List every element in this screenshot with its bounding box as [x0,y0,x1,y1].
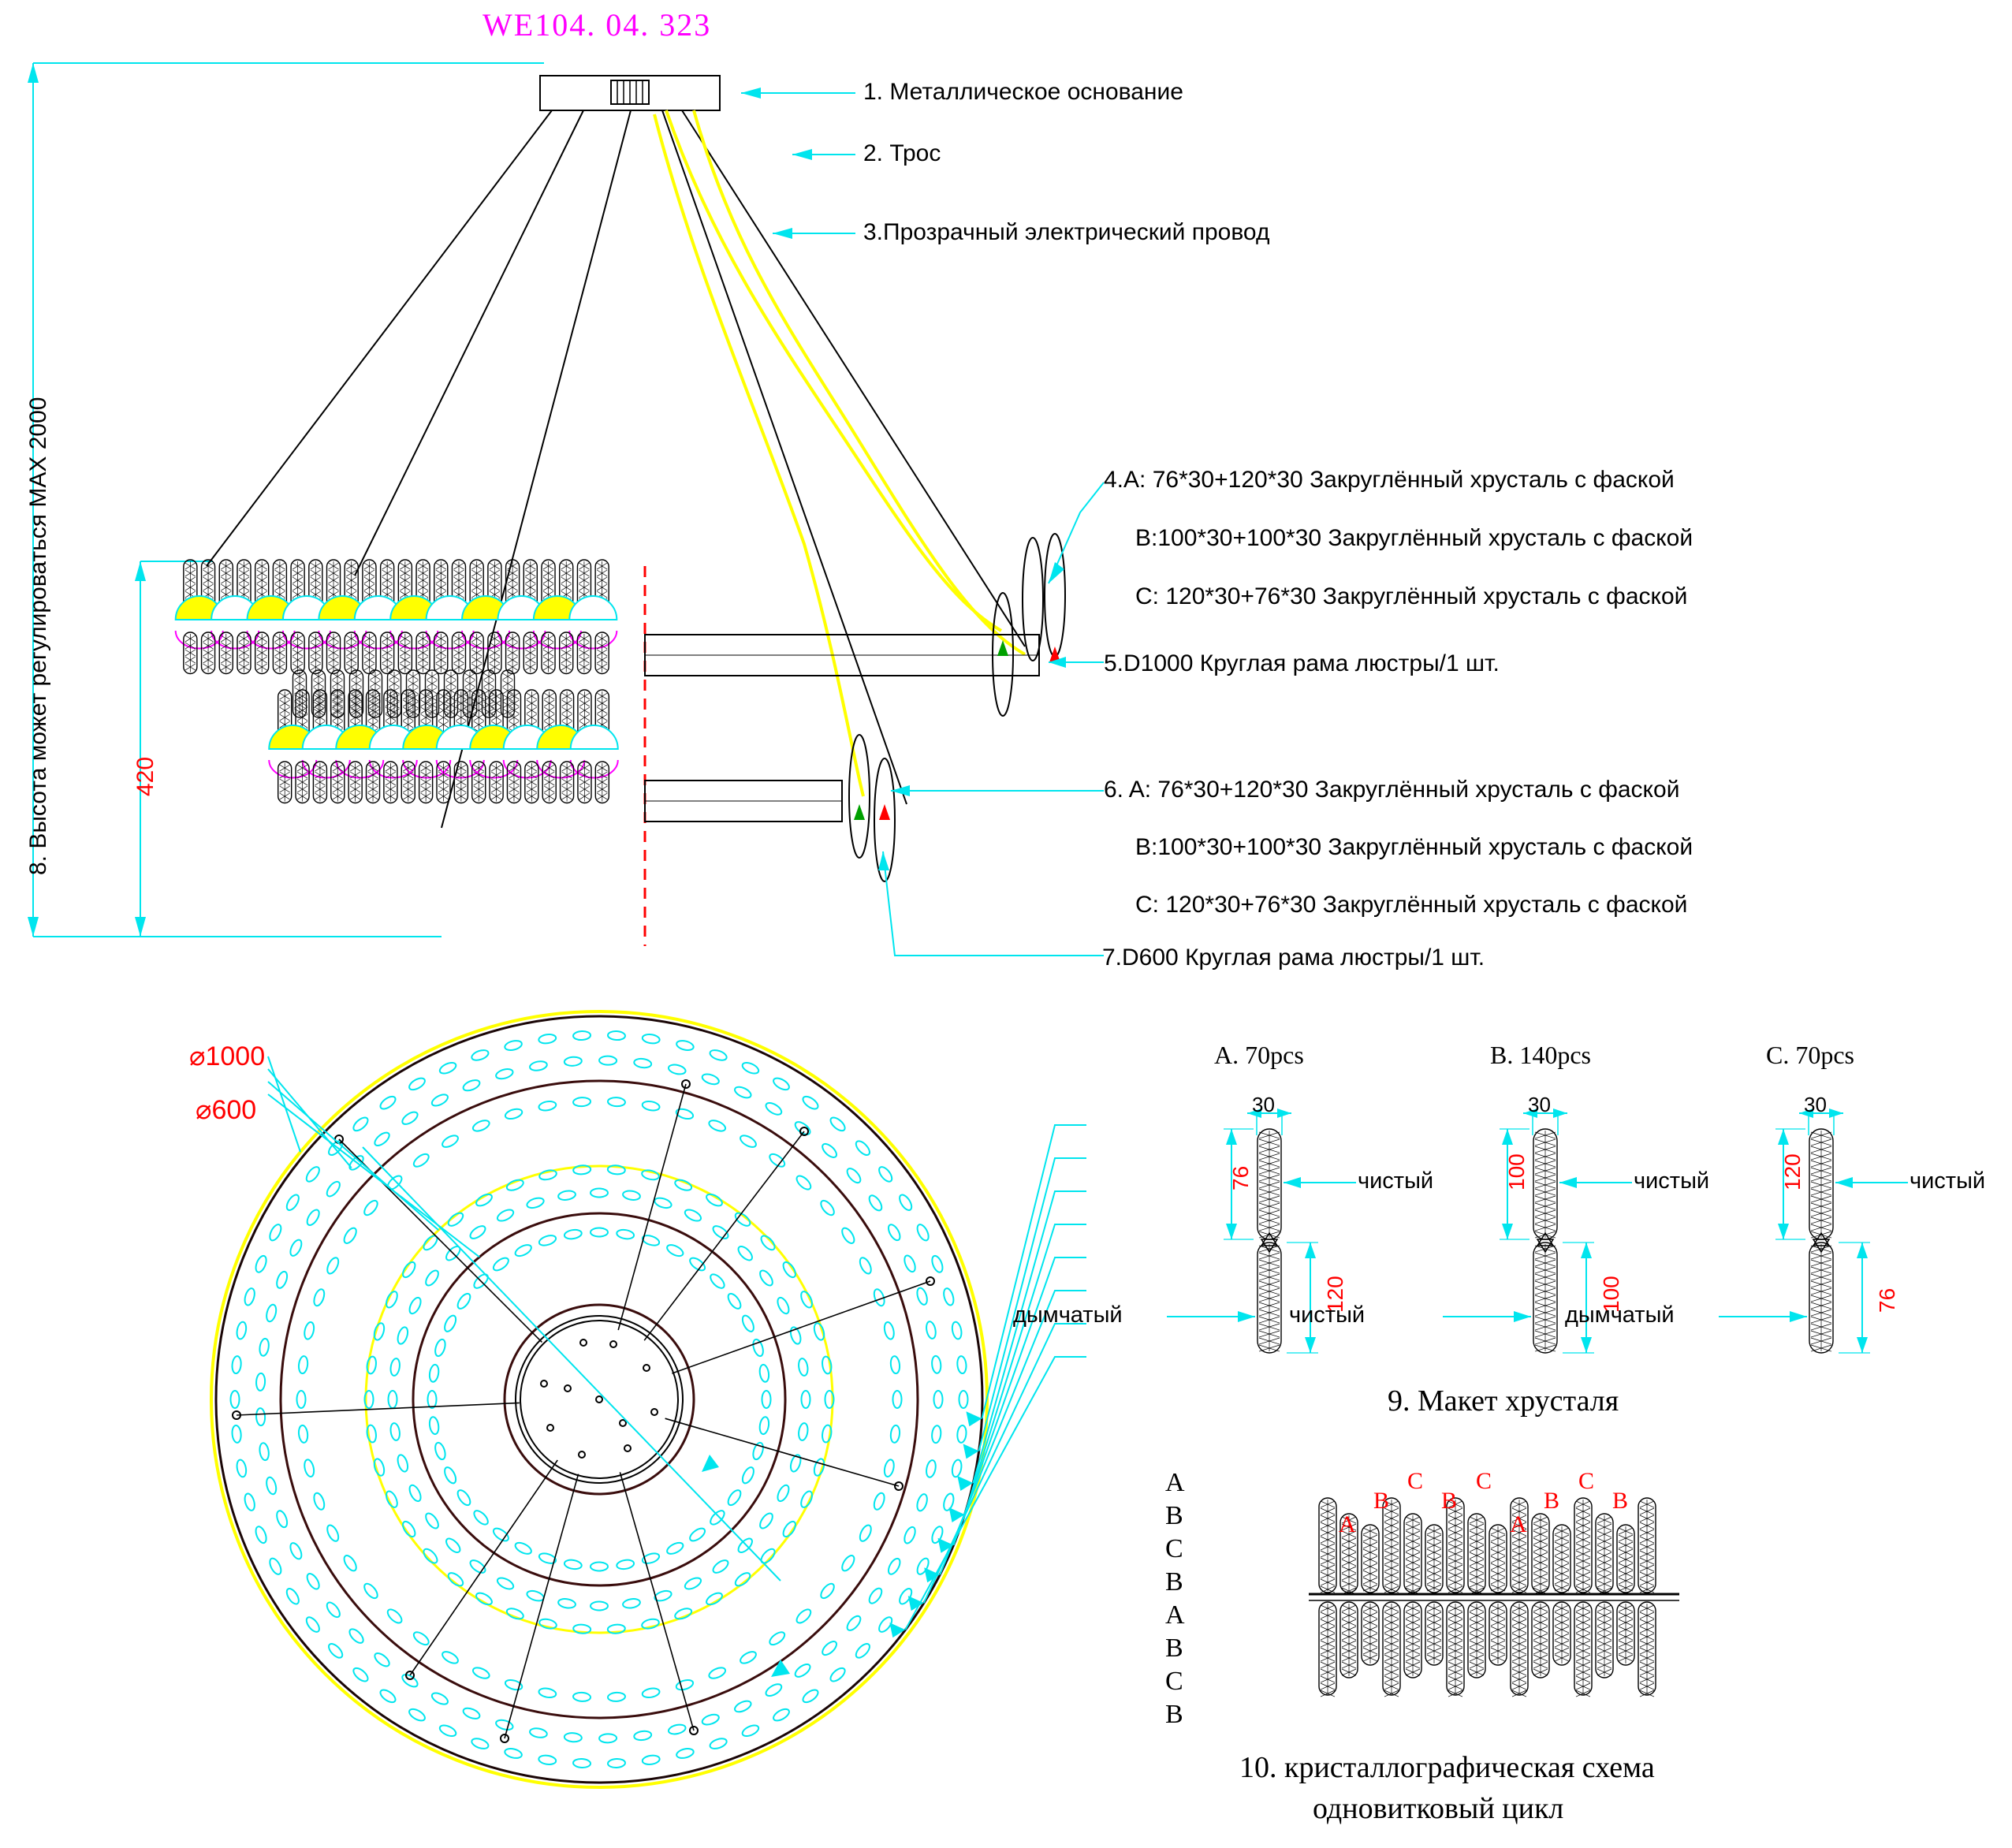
callout-4c: C: 120*30+76*30 Закруглённый хрусталь с фаской [1135,583,1688,609]
cycle-label: A [1510,1511,1527,1537]
diameter-600-label: ⌀600 [196,1095,257,1125]
callout-6a: 6. A: 76*30+120*30 Закруглённый хрусталь с фаской [1104,777,1680,803]
callout-6b: B:100*30+100*30 Закруглённый хрусталь с фаской [1135,834,1693,860]
crystal-bottom-material: дымчатый [1013,1302,1123,1328]
ring-leader-label: B [1165,1700,1183,1729]
ring-leader-label: A [1165,1468,1185,1497]
crystal-top-length: 76 [1228,1165,1253,1190]
crystal-width-value: 30 [1528,1093,1551,1116]
cycle-label: B [1612,1488,1629,1514]
crystal-bottom-length: 100 [1599,1276,1623,1313]
ring-leader-label: C [1165,1534,1183,1563]
crystal-width-value: 30 [1804,1093,1827,1116]
diameter-1000-label: ⌀1000 [189,1041,266,1071]
height-420: 420 [132,756,158,796]
callout-7: 7.D600 Круглая рама люстры/1 шт. [1102,944,1485,971]
crystal-spec-header: B. 140pcs [1490,1041,1591,1069]
callout-6c: C: 120*30+76*30 Закруглённый хрусталь с фаской [1135,892,1688,918]
callout-4b: B:100*30+100*30 Закруглённый хрусталь с фаской [1135,525,1693,551]
cycle-label: C [1578,1468,1595,1494]
page-title: WE104. 04. 323 [483,7,712,43]
crystal-spec-header: C. 70pcs [1766,1041,1854,1069]
crystal-bottom-length: 76 [1875,1287,1899,1313]
callout-9: 9. Макет хрусталя [1388,1384,1619,1418]
height-note: 8. Высота может регулироваться MAX 2000 [25,397,51,875]
crystallographic-cycle [1301,1451,1742,1719]
crystal-bottom-material: чистый [1289,1302,1366,1328]
cycle-label: C [1407,1468,1424,1494]
callout-4a: 4.A: 76*30+120*30 Закруглённый хрусталь с фаской [1104,467,1675,493]
cycle-label: A [1339,1511,1356,1537]
cycle-label: B [1373,1488,1390,1514]
cycle-label: B [1544,1488,1560,1514]
cycle-label: C [1476,1468,1492,1494]
crystal-width-value: 30 [1252,1093,1275,1116]
callout-3: 3.Прозрачный электрический провод [863,219,1270,245]
callout-1: 1. Металлическое основание [863,79,1183,105]
crystal-bottom-material: дымчатый [1565,1302,1675,1328]
cycle-label: B [1441,1488,1458,1514]
ring-leader-label: B [1165,1567,1183,1597]
callout-2: 2. Трос [863,140,941,166]
crystal-top-length: 100 [1504,1153,1529,1190]
crystal-tiers [181,552,702,962]
crystal-top-length: 120 [1780,1153,1805,1190]
crystal-spec-diagram [1719,1088,1979,1356]
callout-5: 5.D1000 Круглая рама люстры/1 шт. [1104,650,1500,676]
crystal-top-material: чистый [1910,1168,1986,1194]
plan-view [181,978,1167,1845]
ring-leader-label: B [1165,1501,1183,1530]
crystal-bottom-length: 120 [1323,1276,1347,1313]
ring-leader-label: A [1165,1600,1185,1630]
callout-10-line2: одновитковый цикл [1313,1792,1564,1825]
callout-10-line1: 10. кристаллографическая схема [1239,1751,1655,1784]
crystal-top-material: чистый [1358,1168,1434,1194]
crystal-spec-header: A. 70pcs [1214,1041,1304,1069]
crystal-top-material: чистый [1634,1168,1710,1194]
ring-leader-label: B [1165,1634,1183,1663]
ring-leader-label: C [1165,1667,1183,1696]
